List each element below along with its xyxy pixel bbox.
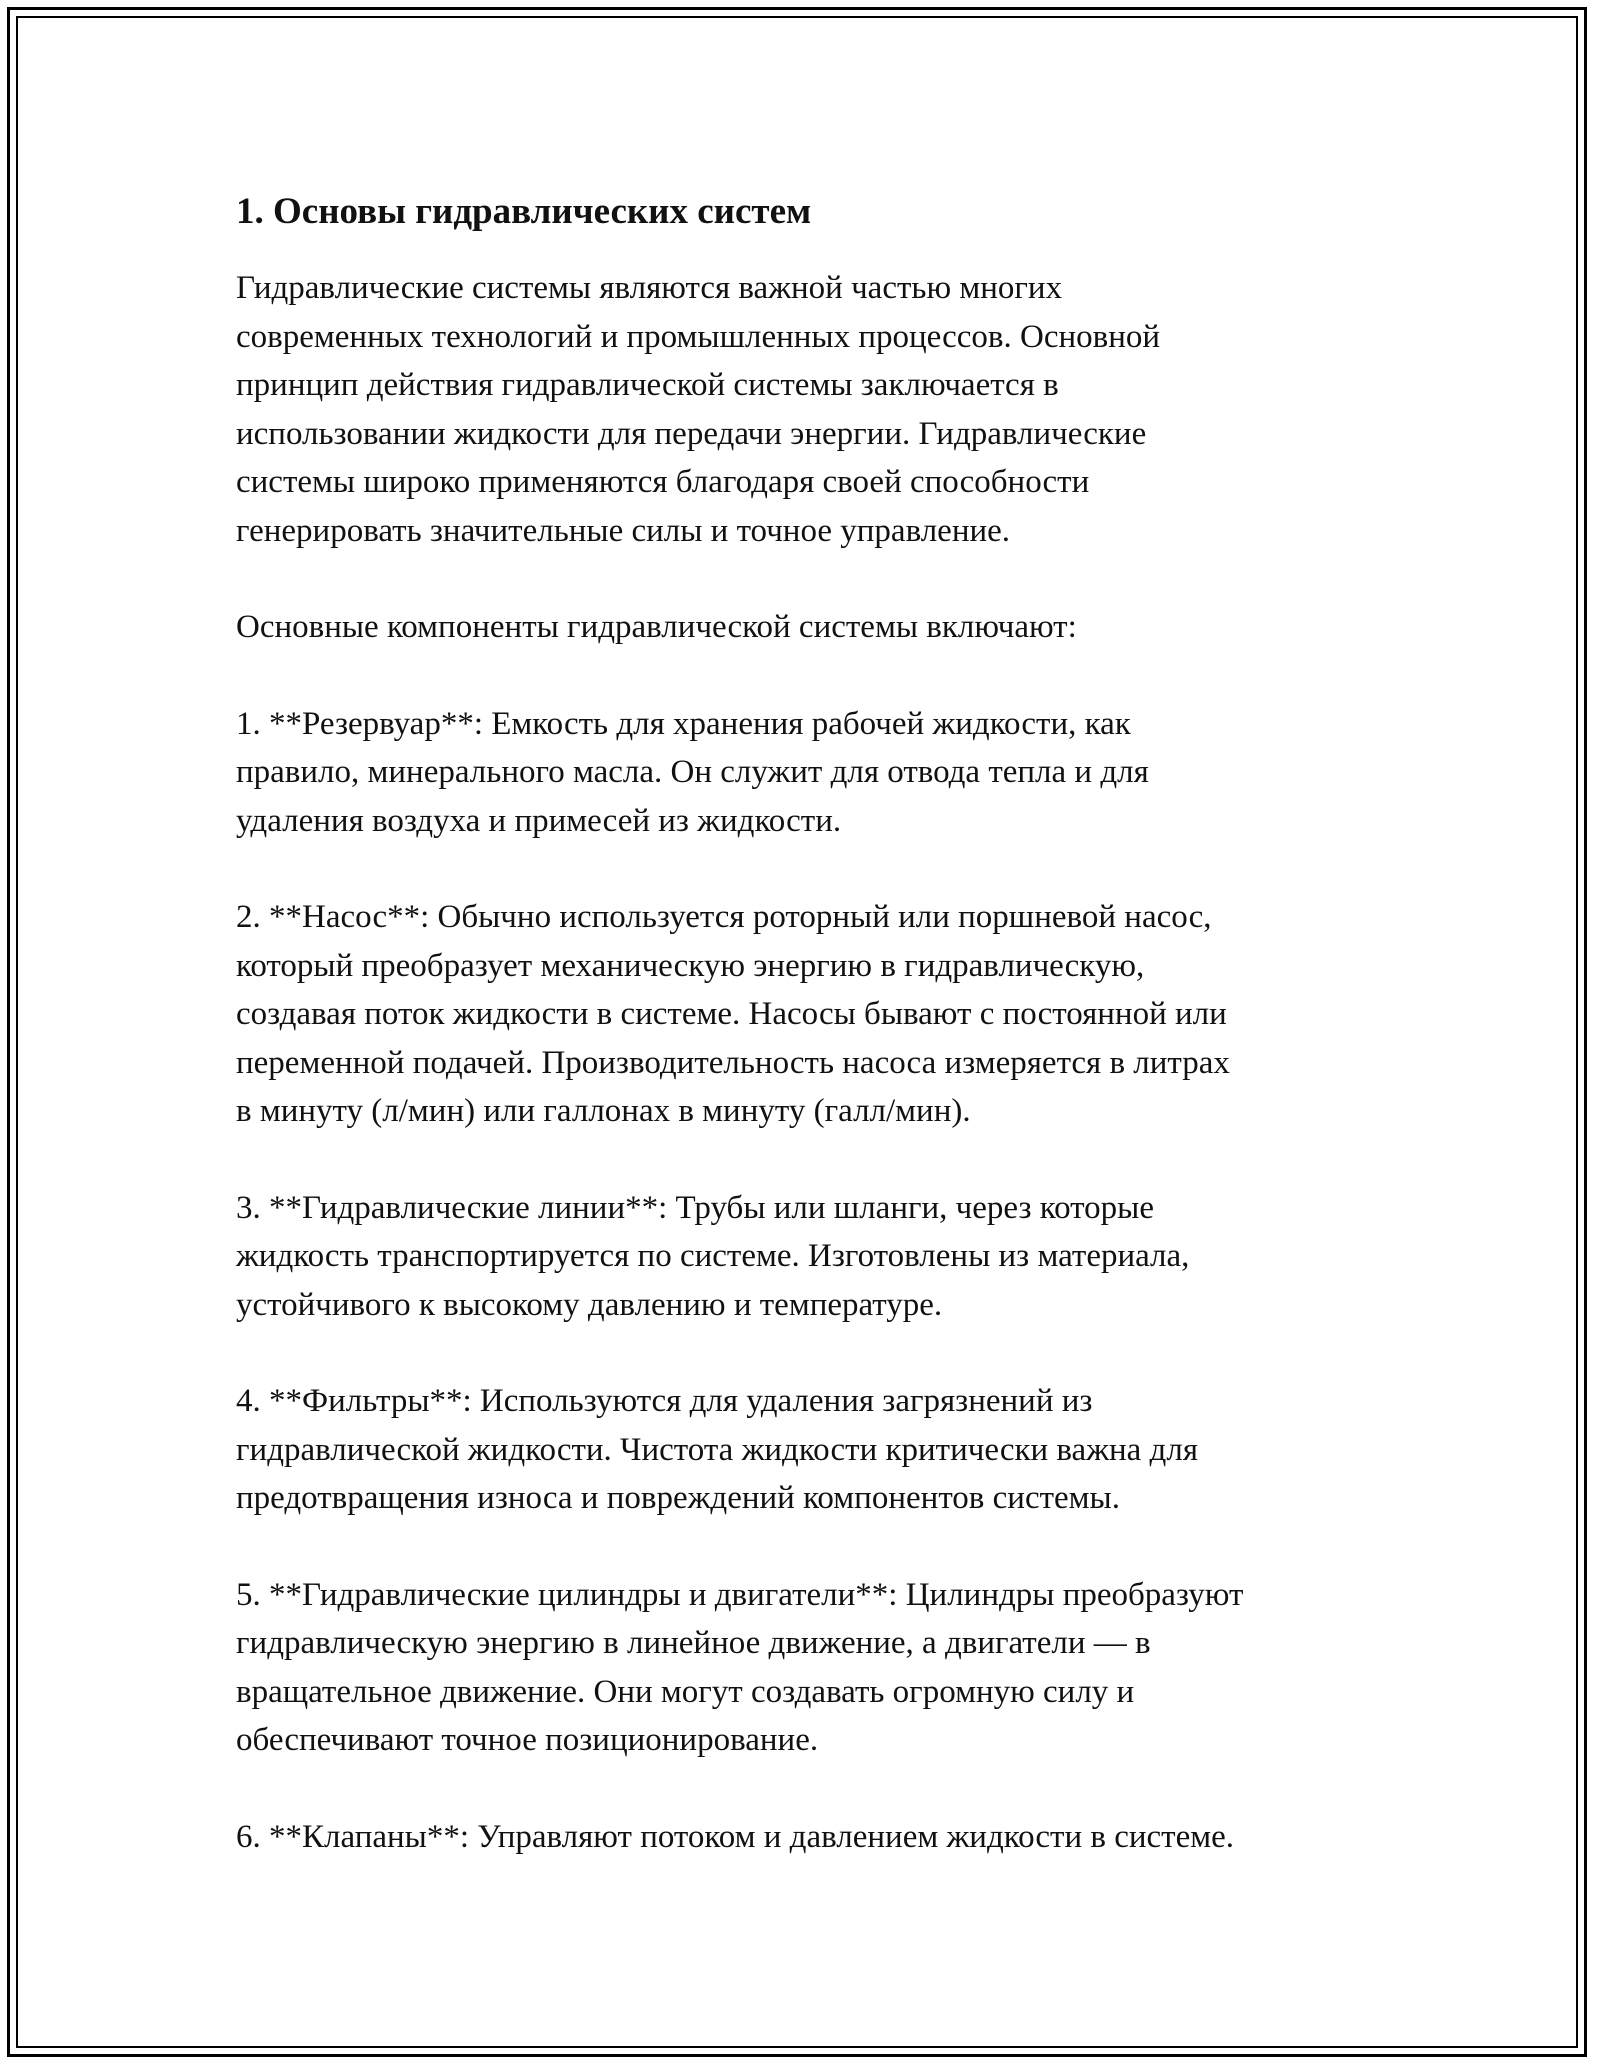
text-line: гидравлическую энергию в линейное движение, а двигатели — в [236, 1625, 1151, 1661]
text-line: 2. **Насос**: Обычно используется роторный или поршневой насос, [236, 899, 1212, 935]
components-intro-paragraph [236, 603, 1366, 652]
text-line: 4. **Фильтры**: Используются для удаления загрязнений из [236, 1383, 1093, 1419]
text-line: Основные компоненты гидравлической системы включают: [236, 609, 1077, 645]
text-line: создавая поток жидкости в системе. Насосы бывают с постоянной или [236, 996, 1227, 1032]
text-line: предотвращения износа и повреждений компонентов системы. [236, 1480, 1120, 1516]
section-heading: 1. Основы гидравлических систем [236, 191, 812, 232]
text-line: 1. **Резервуар**: Емкость для хранения рабочей жидкости, как [236, 705, 1131, 742]
text-line: удаления воздуха и примесей из жидкости. [236, 802, 842, 839]
text-line: современных технологий и промышленных процессов. Основной [236, 318, 1161, 355]
text-line: жидкость транспортируется по системе. Изготовлены из материала, [236, 1238, 1190, 1274]
document-body [236, 186, 1366, 1909]
text-line: 6. **Клапаны**: Управляют потоком и давлением жидкости в системе. [236, 1818, 1235, 1855]
list-item-filters [236, 1377, 1366, 1523]
text-line: в минуту (л/мин) или галлонах в минуту (галл/мин). [236, 1093, 971, 1129]
text-line: принцип действия гидравлической системы заключается в [236, 367, 1059, 403]
text-line: системы широко применяются благодаря своей способности [236, 464, 1090, 500]
text-line: переменной подачей. Производительность насоса измеряется в литрах [236, 1044, 1230, 1081]
intro-paragraph [236, 264, 1366, 555]
text-line: использовании жидкости для передачи энергии. Гидравлические [236, 415, 1147, 452]
list-item-pump [236, 893, 1366, 1136]
list-item-hydraulic-lines [236, 1184, 1366, 1330]
text-line: гидравлической жидкости. Чистота жидкости критически важна для [236, 1431, 1198, 1468]
text-line: который преобразует механическую энергию в гидравлическую, [236, 947, 1145, 984]
text-line: Гидравлические системы являются важной частью многих [236, 270, 1063, 306]
text-line: генерировать значительные силы и точное управление. [236, 512, 1011, 549]
text-line: 5. **Гидравлические цилиндры и двигатели**: Цилиндры преобразуют [236, 1576, 1244, 1613]
list-item-reservoir [236, 700, 1366, 846]
text-line: обеспечивают точное позиционирование. [236, 1722, 819, 1758]
text-line: правило, минерального масла. Он служит для отвода тепла и для [236, 754, 1149, 790]
list-item-cylinders-motors [236, 1571, 1366, 1765]
text-line: 3. **Гидравлические линии**: Трубы или шланги, через которые [236, 1189, 1154, 1226]
text-line: устойчивого к высокому давлению и температуре. [236, 1286, 943, 1323]
text-line: вращательное движение. Они могут создавать огромную силу и [236, 1673, 1135, 1710]
list-item-valves [236, 1813, 1366, 1862]
